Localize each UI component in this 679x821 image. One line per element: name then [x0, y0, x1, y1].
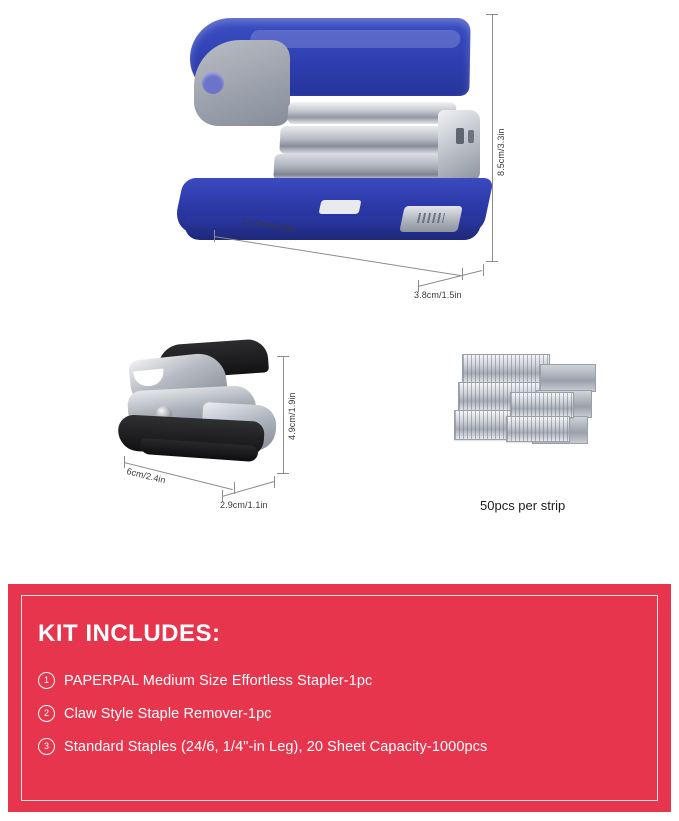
- dimension-line-vertical: [283, 356, 284, 474]
- dimension-tick-top: [277, 356, 289, 357]
- kit-includes-panel: [8, 584, 671, 812]
- list-item-number: 3: [38, 738, 55, 755]
- stapler-magazine-rail-middle: [279, 126, 462, 154]
- remover-length-label: 6cm/2.4in: [125, 466, 167, 486]
- kit-includes-title: KIT INCLUDES:: [38, 620, 221, 647]
- stapler-magazine-rail-upper: [287, 102, 456, 124]
- staple-strip: [510, 392, 574, 418]
- list-item-label: PAPERPAL Medium Size Effortless Stapler-1pc: [64, 672, 373, 689]
- staple-teeth: [511, 393, 573, 417]
- list-item-label: Standard Staples (24/6, 1/4"-in Leg), 20 Sheet Capacity-1000pcs: [64, 738, 488, 755]
- dimension-tick-bottom: [486, 261, 498, 262]
- stapler-cap-slot: [456, 128, 464, 144]
- dimension-tick-left: [214, 230, 215, 242]
- dimension-tick-depth-right: [483, 264, 484, 276]
- stapler-anvil-grooves: [417, 213, 445, 223]
- list-item-number: 2: [38, 705, 55, 722]
- stapler-length-label: 12.5cm/4.9in: [241, 216, 296, 235]
- dimension-tick-bottom: [277, 473, 289, 474]
- stapler-height-label: 8.5cm/3.3in: [496, 128, 506, 176]
- stapler-base-slot: [319, 200, 362, 214]
- remover-depth-label: 2.9cm/1.1in: [220, 500, 268, 510]
- dimension-tick-depth-right: [274, 476, 275, 488]
- staple-remover-illustration: [110, 330, 340, 510]
- stapler-illustration: [150, 10, 510, 310]
- staple-strip: [506, 416, 570, 442]
- list-item: [38, 738, 647, 755]
- staple-teeth: [507, 417, 569, 441]
- stapler-release-button: [202, 72, 224, 94]
- dimension-tick-top: [486, 14, 498, 15]
- list-item: [38, 672, 647, 689]
- kit-includes-list: [38, 672, 647, 771]
- stapler-depth-label: 3.8cm/1.5in: [414, 290, 462, 300]
- dimension-tick-left: [124, 456, 125, 468]
- stapler-body: [170, 10, 490, 260]
- staples-illustration: [440, 340, 640, 520]
- staple-teeth: [463, 355, 549, 383]
- staple-strip: [462, 354, 550, 384]
- staples-caption: 50pcs per strip: [480, 498, 566, 513]
- stapler-magazine-cap: [438, 110, 480, 182]
- staple-strip-side: [540, 364, 596, 392]
- remover-height-label: 4.9cm/1.9in: [287, 392, 297, 440]
- list-item-label: Claw Style Staple Remover-1pc: [64, 705, 272, 722]
- stapler-cap-slot-secondary: [468, 130, 474, 143]
- dimension-line-vertical: [492, 14, 493, 262]
- list-item: [38, 705, 647, 722]
- list-item-number: 1: [38, 672, 55, 689]
